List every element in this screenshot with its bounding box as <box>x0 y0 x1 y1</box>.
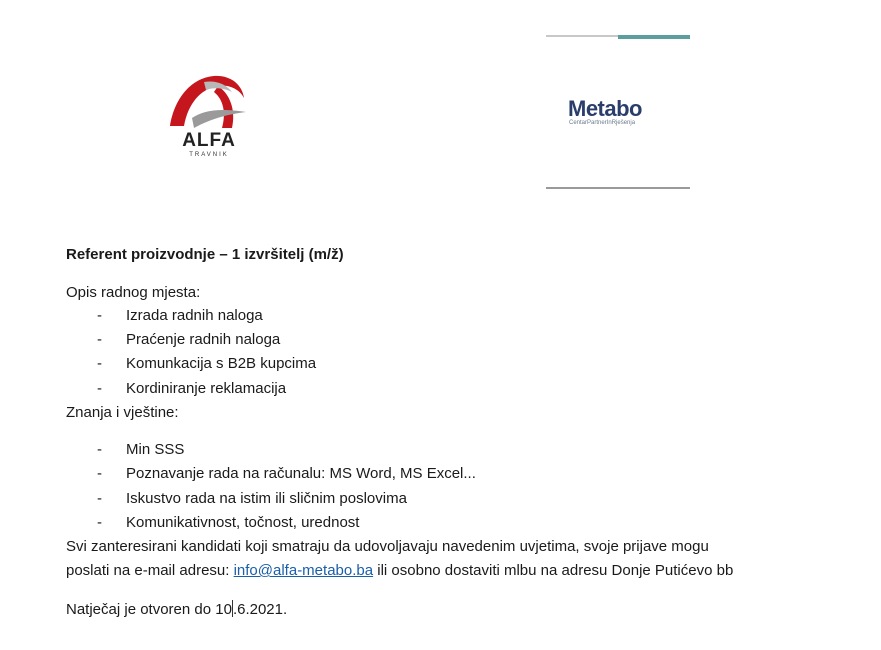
email-link[interactable]: info@alfa-metabo.ba <box>233 562 374 579</box>
alfa-logo-name: ALFA <box>182 130 236 151</box>
apply-line2-prefix: poslati na e-mail adresu: <box>66 562 234 579</box>
description-label: Opis radnog mjesta: <box>66 284 201 301</box>
skills-label: Znanja i vještine: <box>66 404 179 421</box>
metabo-bottom-divider <box>546 187 690 189</box>
job-title: Referent proizvodnje – 1 izvršitelj (m/ž) <box>66 246 344 263</box>
metabo-logo-tagline: CentarPartnerInRješenja <box>569 120 636 126</box>
list-bullet: - <box>97 490 102 507</box>
list-bullet: - <box>97 331 102 348</box>
metabo-top-accent <box>618 35 690 39</box>
list-bullet: - <box>97 465 102 482</box>
deadline-suffix: .6.2021. <box>232 601 288 618</box>
metabo-logo-name: Metabo <box>568 96 642 121</box>
list-bullet: - <box>97 441 102 458</box>
list-bullet: - <box>97 355 102 372</box>
list-item: Poznavanje rada na računalu: MS Word, MS Excel... <box>126 465 476 482</box>
apply-paragraph-line1: Svi zanteresirani kandidati koji smatraju da udovoljavaju navedenim uvjetima, svoje prijave mogu <box>66 538 709 555</box>
list-item: Kordiniranje reklamacija <box>126 380 287 397</box>
list-bullet: - <box>97 307 102 324</box>
list-item: Komunkacija s B2B kupcima <box>126 355 317 372</box>
list-item: Iskustvo rada na istim ili sličnim poslovima <box>126 490 407 507</box>
alfa-logo <box>160 70 256 162</box>
deadline-text <box>66 600 287 619</box>
list-item: Praćenje radnih naloga <box>126 331 281 348</box>
alfa-logo-mark-icon <box>160 70 256 134</box>
list-item: Komunikativnost, točnost, urednost <box>126 514 360 531</box>
list-item: Izrada radnih naloga <box>126 307 263 324</box>
apply-paragraph-line2 <box>66 562 733 580</box>
deadline-prefix: Natječaj je otvoren do 10 <box>66 601 232 618</box>
list-bullet: - <box>97 514 102 531</box>
alfa-logo-subtitle: TRAVNIK <box>189 152 229 158</box>
apply-line2-suffix: ili osobno dostaviti mlbu na adresu Donje Putićevo bb <box>373 562 734 579</box>
list-item: Min SSS <box>126 441 185 458</box>
list-bullet: - <box>97 380 102 397</box>
